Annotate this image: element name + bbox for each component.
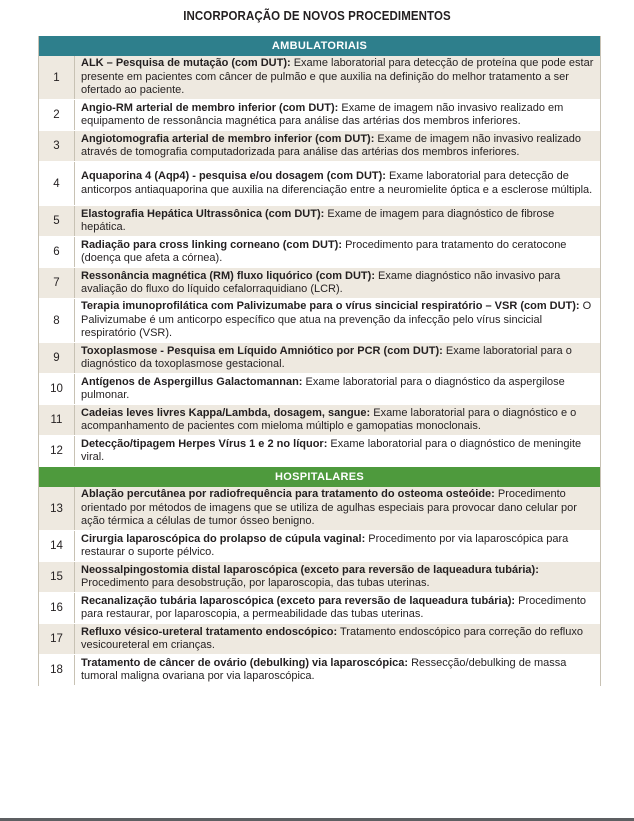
description-text — [81, 133, 594, 160]
table-row — [39, 624, 600, 655]
procedure-name: Cadeias leves livres Kappa/Lambda, dosagem, sangue: — [81, 406, 371, 419]
description-text — [81, 564, 594, 591]
row-description — [75, 624, 600, 654]
description-text — [81, 270, 594, 297]
description-text — [81, 102, 594, 129]
description-text — [81, 208, 594, 235]
row-description — [75, 593, 600, 623]
table-row — [39, 436, 600, 467]
procedure-name: Ablação percutânea por radiofrequência para tratamento do osteoma osteóide: — [81, 488, 495, 501]
procedure-description: Exame de imagem não invasivo realizado através de tomografia computadorizada para análise das artérias dos membros inferiores. — [81, 132, 582, 158]
row-number: 15 — [39, 562, 75, 592]
description-text — [81, 300, 594, 341]
procedure-description: Exame diagnóstico não invasivo para avaliação do fluxo do líquido cefalorraquidiano (LCR). — [81, 269, 561, 295]
row-description — [75, 268, 600, 298]
page-title: INCORPORAÇÃO DE NOVOS PROCEDIMENTOS — [183, 9, 451, 23]
procedure-description: Exame laboratorial para o diagnóstico da aspergilose pulmonar. — [81, 375, 565, 401]
row-description — [75, 405, 600, 435]
row-number: 6 — [39, 237, 75, 267]
procedure-name: Antígenos de Aspergillus Galactomannan: — [81, 375, 303, 388]
row-number: 2 — [39, 100, 75, 130]
row-number: 9 — [39, 343, 75, 373]
description-text — [81, 657, 594, 684]
procedure-description: Procedimento por via laparoscópica para restaurar o suporte pélvico. — [81, 532, 569, 558]
procedure-description: Exame laboratorial para o diagnóstico e o acompanhamento de pacientes com mieloma múltiplo e gamopatias monoclonais. — [81, 406, 577, 432]
table-row — [39, 487, 600, 531]
procedure-name: Toxoplasmose - Pesquisa em Líquido Amniótico por PCR (com DUT): — [81, 344, 443, 357]
description-text — [81, 626, 594, 653]
table-row — [39, 206, 600, 237]
row-description — [75, 100, 600, 130]
procedure-name: Detecção/tipagem Herpes Vírus 1 e 2 no líquor: — [81, 437, 328, 450]
row-description — [75, 237, 600, 267]
section-ambulatoriais — [39, 56, 600, 467]
description-text — [81, 488, 594, 529]
table-row — [39, 343, 600, 374]
procedure-name: Radiação para cross linking corneano (com DUT): — [81, 238, 343, 251]
section-header-hospitalares: HOSPITALARES — [39, 467, 600, 487]
row-number: 13 — [39, 487, 75, 530]
procedure-name: Terapia imunoprofilática com Palivizumabe para o vírus sincicial respiratório – VSR (com DUT): — [81, 300, 580, 313]
procedure-name: Recanalização tubária laparoscópica (exceto para reversão de laqueadura tubária): — [81, 594, 516, 607]
row-description — [75, 299, 600, 342]
row-number: 7 — [39, 268, 75, 298]
row-number: 12 — [39, 436, 75, 466]
procedure-name: Aquaporina 4 (Aqp4) - pesquisa e/ou dosagem (com DUT): — [81, 170, 386, 182]
table-row — [39, 268, 600, 299]
table-row — [39, 531, 600, 562]
procedure-name: ALK – Pesquisa de mutação (com DUT): — [81, 57, 291, 70]
description-text — [81, 407, 594, 434]
description-text — [81, 438, 594, 465]
procedure-description: Tratamento endoscópico para correção do refluxo vesicoureteral em crianças. — [81, 625, 583, 651]
procedure-description: Exame de imagem não invasivo realizado em equipamento de ressonância magnética para análise das artérias dos membros inferiores. — [81, 101, 564, 127]
procedure-description: Procedimento para restaurar, por laparoscopia, a permeabilidade das tubas uterinas. — [81, 594, 586, 620]
procedure-description: Ressecção/debulking de massa tumoral maligna ovariana por via laparoscópica. — [81, 656, 567, 682]
procedure-description: Procedimento orientado por métodos de imagens que se utiliza de agulhas especiais para provocar dano celular por ação térmica a células de tumor ósseo benigno. — [81, 488, 577, 528]
row-description — [75, 162, 600, 205]
procedure-description: Procedimento para tratamento do ceratocone (doença que afeta a córnea). — [81, 238, 567, 264]
description-text — [81, 57, 594, 98]
description-text — [81, 239, 594, 266]
row-description — [75, 343, 600, 373]
table-row — [39, 162, 600, 206]
row-description — [75, 206, 600, 236]
procedure-description: O Palivizumabe é um anticorpo específico que atua na prevenção da infecção pelo vírus sincicial respiratório (VSR). — [81, 300, 592, 340]
table-row — [39, 374, 600, 405]
procedure-name: Refluxo vésico-ureteral tratamento endoscópico: — [81, 625, 338, 638]
table-row — [39, 655, 600, 686]
procedure-description: Exame laboratorial para o diagnóstico da toxoplasmose gestacional. — [81, 344, 572, 370]
row-description — [75, 374, 600, 404]
procedure-name: Tratamento de câncer de ovário (debulking) via laparoscópica: — [81, 656, 409, 669]
row-number: 16 — [39, 593, 75, 623]
procedure-name: Elastografia Hepática Ultrassônica (com DUT): — [81, 207, 325, 220]
procedure-name: Neossalpingostomia distal laparoscópica (exceto para reversão de laqueadura tubária): — [81, 563, 539, 576]
table-row — [39, 237, 600, 268]
procedure-description: Exame de imagem para diagnóstico de fibrose hepática. — [81, 207, 555, 233]
table-row — [39, 131, 600, 162]
procedure-name: Angiotomografia arterial de membro inferior (com DUT): — [81, 132, 375, 145]
description-text — [81, 376, 594, 403]
row-description — [75, 56, 600, 99]
row-description — [75, 531, 600, 561]
procedure-description: Exame laboratorial para o diagnóstico de meningite viral. — [81, 437, 582, 463]
row-number: 4 — [39, 162, 75, 205]
procedure-name: Cirurgia laparoscópica do prolapso de cúpula vaginal: — [81, 532, 366, 545]
table-row — [39, 100, 600, 131]
row-number: 8 — [39, 299, 75, 342]
procedure-description: Procedimento para desobstrução, por laparoscopia, das tubas uterinas. — [81, 577, 430, 589]
row-number: 18 — [39, 655, 75, 685]
table-row — [39, 56, 600, 100]
section-hospitalares — [39, 487, 600, 686]
table-row — [39, 405, 600, 436]
description-text — [81, 533, 594, 560]
description-text — [81, 345, 594, 372]
table-row — [39, 299, 600, 343]
description-text — [81, 595, 594, 622]
row-number: 11 — [39, 405, 75, 435]
table-row — [39, 593, 600, 624]
section-header-ambulatoriais: AMBULATORIAIS — [39, 36, 600, 56]
procedures-table — [38, 36, 601, 686]
procedure-name: Angio-RM arterial de membro inferior (com DUT): — [81, 101, 339, 114]
row-description — [75, 655, 600, 685]
table-row — [39, 562, 600, 593]
row-number: 1 — [39, 56, 75, 99]
procedure-description: Exame laboratorial para detecção de anticorpos antiaquaporina que auxilia na diferenciação entre a neuromielite óptica e a esclerose múltipla. — [81, 170, 593, 196]
description-text — [81, 170, 594, 197]
procedure-name: Ressonância magnética (RM) fluxo liquórico (com DUT): — [81, 269, 375, 282]
row-number: 14 — [39, 531, 75, 561]
row-description — [75, 487, 600, 530]
row-number: 3 — [39, 131, 75, 161]
row-description — [75, 562, 600, 592]
row-description — [75, 131, 600, 161]
row-number: 5 — [39, 206, 75, 236]
procedure-description: Exame laboratorial para detecção de proteína que pode estar presente em pacientes com câncer de pulmão e que auxilia na definição do melhor tratamento a ser ofertado ao paciente. — [81, 57, 594, 97]
row-description — [75, 436, 600, 466]
row-number: 17 — [39, 624, 75, 654]
row-number: 10 — [39, 374, 75, 404]
